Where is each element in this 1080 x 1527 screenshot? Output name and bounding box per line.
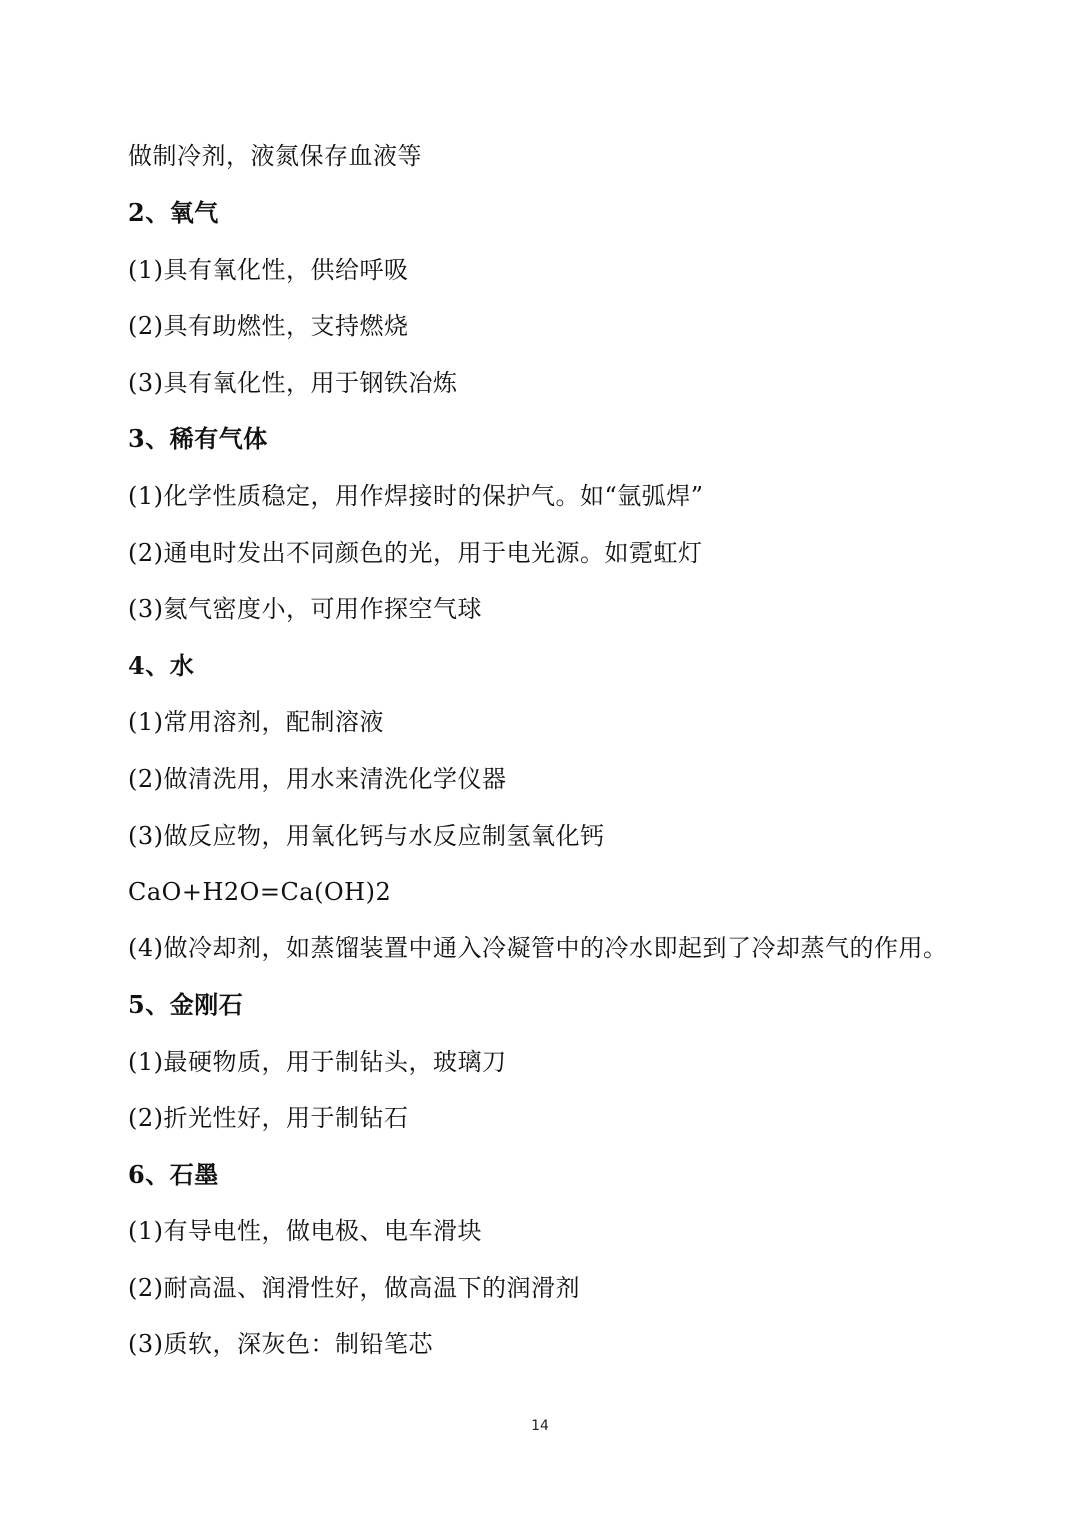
section-heading-graphite: 6、石墨 (128, 1160, 219, 1189)
body-line: (3)质软，深灰色：制铅笔芯 (128, 1330, 433, 1358)
body-line: (1)最硬物质，用于制钻头，玻璃刀 (128, 1048, 507, 1076)
body-line: (2)做清洗用，用水来清洗化学仪器 (128, 765, 507, 793)
page-number: 14 (531, 1418, 549, 1434)
body-line: (1)具有氧化性，供给呼吸 (128, 256, 409, 284)
body-line: 做制冷剂，液氮保存血液等 (128, 142, 422, 170)
body-line: (2)折光性好，用于制钻石 (128, 1104, 409, 1132)
section-heading-diamond: 5、金刚石 (128, 990, 244, 1019)
body-line: (1)有导电性，做电极、电车滑块 (128, 1217, 482, 1245)
section-heading-oxygen: 2、氧气 (128, 198, 219, 227)
body-line: (3)具有氧化性，用于钢铁冶炼 (128, 369, 458, 397)
section-heading-water: 4、水 (128, 651, 195, 680)
body-line: (1)常用溶剂，配制溶液 (128, 708, 384, 736)
body-line: (2)具有助燃性，支持燃烧 (128, 312, 409, 340)
body-line: (2)耐高温、润滑性好，做高温下的润滑剂 (128, 1274, 580, 1302)
section-heading-noble-gases: 3、稀有气体 (128, 424, 268, 453)
chemical-equation: CaO+H2O=Ca(OH)2 (128, 878, 392, 906)
body-line: (3)做反应物，用氧化钙与水反应制氢氧化钙 (128, 822, 605, 850)
body-line: (4)做冷却剂，如蒸馏装置中通入冷凝管中的冷水即起到了冷却蒸气的作用。 (128, 934, 948, 962)
body-line: (1)化学性质稳定，用作焊接时的保护气。如“氩弧焊” (128, 482, 704, 510)
body-line: (2)通电时发出不同颜色的光，用于电光源。如霓虹灯 (128, 539, 703, 567)
body-line: (3)氦气密度小，可用作探空气球 (128, 595, 482, 623)
